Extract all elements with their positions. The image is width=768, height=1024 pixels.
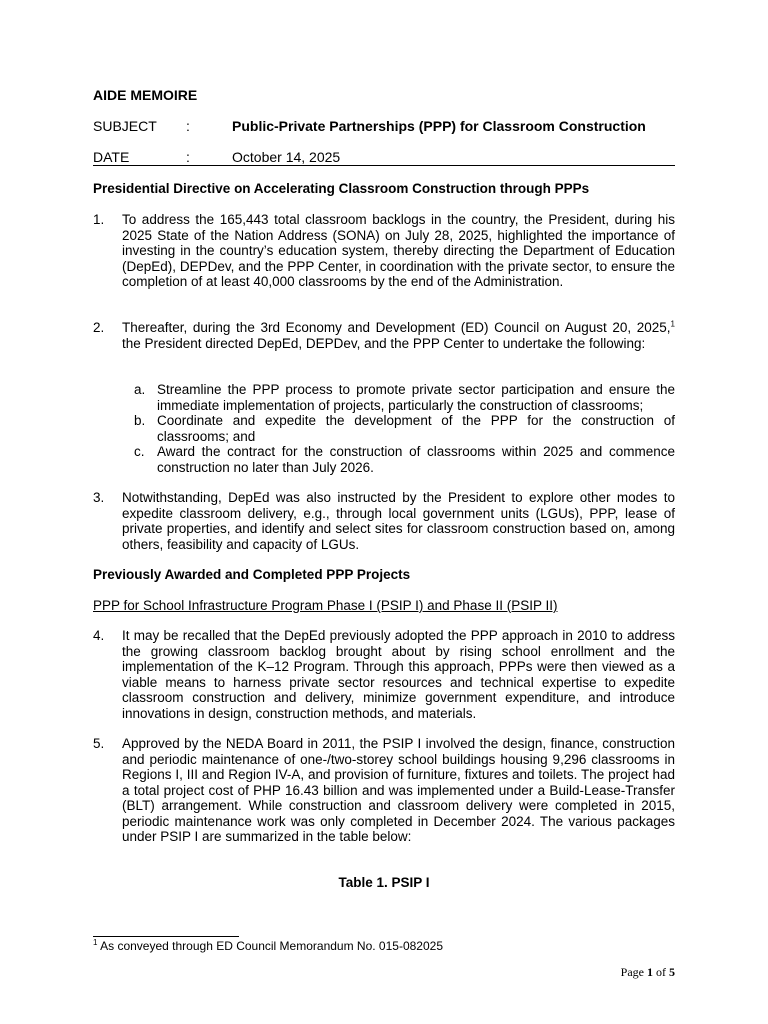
paragraph-number: 2. xyxy=(93,320,105,335)
list-item-label: a. xyxy=(134,382,146,397)
paragraph-text-part-b: the President directed DepEd, DEPDev, and the PPP Center to undertake the following: xyxy=(122,335,646,351)
paragraph-number: 1. xyxy=(93,212,105,227)
paragraph-number: 5. xyxy=(93,736,105,751)
subject-colon: : xyxy=(186,118,190,134)
paragraph-5 xyxy=(93,736,675,845)
current-page: 1 xyxy=(647,965,653,979)
date-label: DATE xyxy=(93,149,130,165)
list-item-text: Award the contract for the construction of classrooms within 2025 and commence construction no later than July 2026. xyxy=(157,444,675,475)
paragraph-number: 4. xyxy=(93,628,105,643)
footnote-text: As conveyed through ED Council Memorandum No. 015-082025 xyxy=(97,939,443,953)
paragraph-4 xyxy=(93,628,675,721)
list-item-text: Coordinate and expedite the development of the PPP for the construction of classrooms; and xyxy=(157,413,675,444)
list-item xyxy=(122,382,675,413)
paragraph-number: 3. xyxy=(93,490,105,505)
paragraph-text: Notwithstanding, DepEd was also instructed by the President to explore other modes to expedite classroom delivery, e.g., through local government units (LGUs), PPP, lease of private properties, and identify and select sites for classroom construction based on, among others, feasibility and capacity of LGUs. xyxy=(122,490,675,552)
date-colon: : xyxy=(186,149,190,165)
footnote xyxy=(93,939,443,953)
list-item xyxy=(122,413,675,444)
paragraph-text-part-a: Thereafter, during the 3rd Economy and Development (ED) Council on August 20, 2025, xyxy=(122,320,671,335)
paragraph-1 xyxy=(93,212,675,290)
paragraph-text xyxy=(122,320,675,351)
paragraph-text: It may be recalled that the DepEd previously adopted the PPP approach in 2010 to address the growing classroom backlog brought about by rising school enrollment and the implementation of the K–12 Program. Through this approach, PPPs were then viewed as a viable means to harness private sector resources and technical expertise to expedite classroom construction and delivery, minimize government expenditure, and introduce innovations in design, construction methods, and materials. xyxy=(122,628,675,721)
subsection-heading-psip: PPP for School Infrastructure Program Phase I (PSIP I) and Phase II (PSIP II) xyxy=(93,598,558,613)
footnote-divider xyxy=(93,936,239,937)
paragraph-3 xyxy=(93,490,675,552)
list-item-label: c. xyxy=(134,444,145,459)
footnote-number: 1 xyxy=(93,938,98,947)
header-divider xyxy=(93,165,675,166)
document-title: AIDE MEMOIRE xyxy=(93,87,198,103)
paragraph-2 xyxy=(93,320,675,351)
list-item-label: b. xyxy=(134,413,146,428)
total-pages: 5 xyxy=(669,965,675,979)
table-caption: Table 1. PSIP I xyxy=(338,875,430,890)
list-item-text: Streamline the PPP process to promote private sector participation and ensure the immediate implementation of projects, particularly the construction of classrooms; xyxy=(157,382,675,413)
footnote-reference: 1 xyxy=(670,319,675,329)
section-heading-presidential-directive: Presidential Directive on Accelerating Classroom Construction through PPPs xyxy=(93,181,590,196)
paragraph-text: To address the 165,443 total classroom backlogs in the country, the President, during his 2025 State of the Nation Address (SONA) on July 28, 2025, highlighted the importance of investing in the country’s education system, thereby directing the Department of Education (DepEd), DEPDev, and the PPP Center, in coordination with the private sector, to ensure the completion of at least 40,000 classrooms by the end of the Administration. xyxy=(122,212,675,289)
date-value: October 14, 2025 xyxy=(232,149,341,165)
page-number xyxy=(621,965,675,980)
subject-label: SUBJECT xyxy=(93,118,157,134)
of-word: of xyxy=(653,965,669,979)
paragraph-text: Approved by the NEDA Board in 2011, the PSIP I involved the design, finance, construction and periodic maintenance of one-/two-storey school buildings housing 9,296 classrooms in Regions I, III and Region IV-A, and provision of furniture, fixtures and toilets. The project had a total project cost of PHP 16.43 billion and was implemented under a Build-Lease-Transfer (BLT) arrangement. While construction and classroom delivery were completed in 2015, periodic maintenance work was only completed in December 2024. The various packages under PSIP I are summarized in the table below: xyxy=(122,736,675,844)
page-word: Page xyxy=(620,965,647,979)
list-item xyxy=(122,444,675,475)
subject-value: Public-Private Partnerships (PPP) for Classroom Construction xyxy=(232,118,646,134)
section-heading-ppp-projects: Previously Awarded and Completed PPP Projects xyxy=(93,567,411,582)
